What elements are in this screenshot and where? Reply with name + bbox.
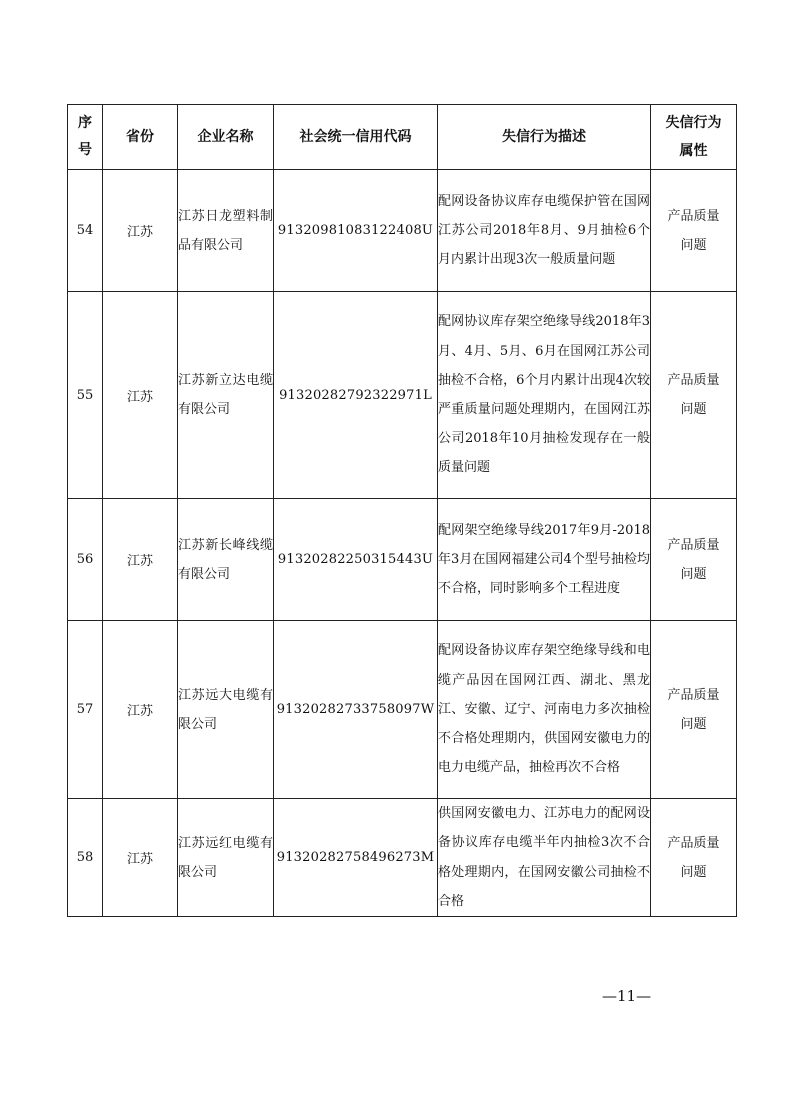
- row-province: 江苏: [103, 799, 178, 917]
- row-credit-code: 91320282792322971L: [274, 292, 438, 499]
- row-description: 配网架空绝缘导线2017年9月-2018年3月在国网福建公司4个型号抽检均不合格，同时影响多个工程进度: [438, 499, 651, 621]
- row-description: 配网设备协议库存架空绝缘导线和电缆产品因在国网江西、湖北、黑龙江、安徽、辽宁、河南电力多次抽检不合格处理期内，供国网安徽电力的电力电缆产品，抽检再次不合格: [438, 621, 651, 799]
- discredit-table: [67, 104, 737, 917]
- row-description: 配网协议库存架空绝缘导线2018年3月、4月、5月、6月在国网江苏公司抽检不合格，6个月内累计出现4次较严重质量问题处理期内，在国网江苏公司2018年10月抽检发现存在一般质量问题: [438, 292, 651, 499]
- header-seq: 序号: [68, 105, 103, 170]
- row-province: 江苏: [103, 621, 178, 799]
- header-description: 失信行为描述: [438, 105, 651, 170]
- table-row: [68, 170, 737, 292]
- header-credit-code: 社会统一信用代码: [274, 105, 438, 170]
- row-province: 江苏: [103, 292, 178, 499]
- row-credit-code: 91320282733758097W: [274, 621, 438, 799]
- row-seq: 57: [68, 621, 103, 799]
- row-credit-code: 91320282758496273M: [274, 799, 438, 917]
- header-company: 企业名称: [178, 105, 274, 170]
- header-attribute: 失信行为属性: [651, 105, 737, 170]
- row-company: 江苏远大电缆有限公司: [178, 621, 274, 799]
- table-row: [68, 292, 737, 499]
- row-description: 配网设备协议库存电缆保护管在国网江苏公司2018年8月、9月抽检6个月内累计出现3次一般质量问题: [438, 170, 651, 292]
- row-attribute: 产品质量问题: [651, 799, 737, 917]
- row-attribute: 产品质量问题: [651, 621, 737, 799]
- row-province: 江苏: [103, 499, 178, 621]
- row-attribute: 产品质量问题: [651, 499, 737, 621]
- table-header-row: [68, 105, 737, 170]
- table-row: [68, 499, 737, 621]
- page-number: —11—: [602, 987, 652, 1005]
- row-company: 江苏新长峰线缆有限公司: [178, 499, 274, 621]
- row-company: 江苏日龙塑料制品有限公司: [178, 170, 274, 292]
- row-description: 供国网安徽电力、江苏电力的配网设备协议库存电缆半年内抽检3次不合格处理期内，在国网安徽公司抽检不合格: [438, 799, 651, 917]
- row-credit-code: 91320981083122408U: [274, 170, 438, 292]
- row-seq: 56: [68, 499, 103, 621]
- row-company: 江苏新立达电缆有限公司: [178, 292, 274, 499]
- table-row: [68, 799, 737, 917]
- row-attribute: 产品质量问题: [651, 292, 737, 499]
- row-seq: 54: [68, 170, 103, 292]
- row-company: 江苏远红电缆有限公司: [178, 799, 274, 917]
- row-seq: 58: [68, 799, 103, 917]
- row-attribute: 产品质量问题: [651, 170, 737, 292]
- row-seq: 55: [68, 292, 103, 499]
- header-province: 省份: [103, 105, 178, 170]
- table-row: [68, 621, 737, 799]
- row-province: 江苏: [103, 170, 178, 292]
- row-credit-code: 91320282250315443U: [274, 499, 438, 621]
